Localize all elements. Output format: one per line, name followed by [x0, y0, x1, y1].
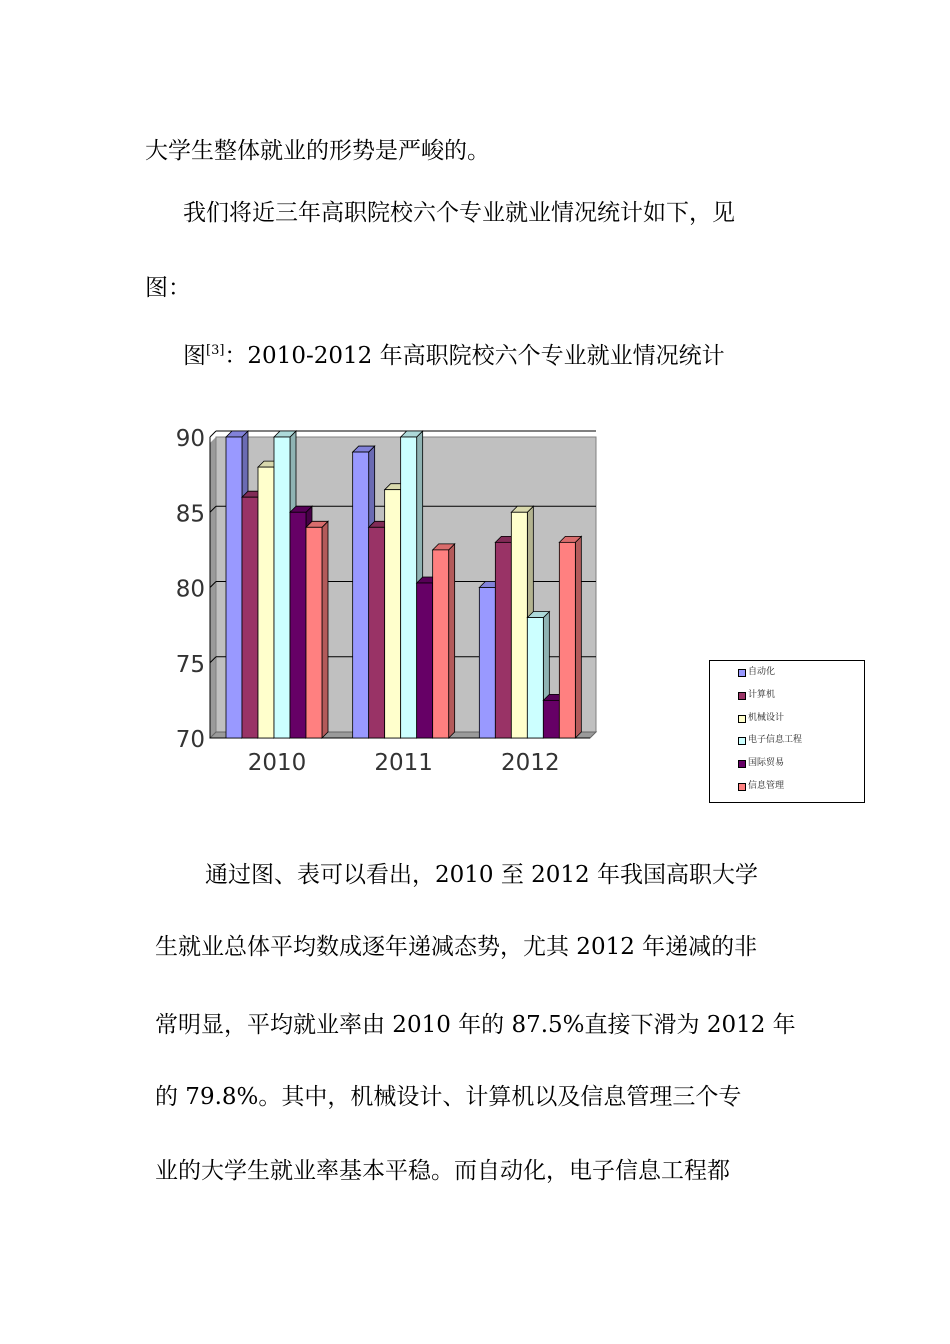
bar	[353, 452, 369, 738]
y-tick-label: 70	[175, 727, 205, 753]
legend-label: 国际贸易	[748, 758, 785, 769]
legend-label: 信息管理	[748, 781, 785, 791]
bar	[543, 700, 559, 738]
bar	[226, 437, 242, 738]
legend-swatch	[738, 783, 746, 791]
bar	[433, 550, 449, 738]
legend-item	[748, 688, 775, 702]
paragraph-line: 业的大学生就业率基本平稳。而自动化，电子信息工程都	[155, 1158, 730, 1184]
legend-item	[748, 711, 784, 725]
paragraph-line: 我们将近三年高职院校六个专业就业情况统计如下，见	[183, 200, 735, 226]
y-tick-label: 75	[175, 651, 205, 678]
legend-item	[748, 733, 802, 747]
bar	[306, 527, 322, 738]
bar	[290, 512, 306, 738]
chart-legend	[709, 660, 865, 803]
legend-label: 自动化	[748, 667, 776, 677]
gridline-side	[210, 431, 216, 437]
y-tick-label: 80	[175, 576, 205, 603]
bar	[242, 497, 258, 738]
legend-swatch	[738, 692, 746, 700]
paragraph-line: 的 79.8%。其中，机械设计、计算机以及信息管理三个专	[155, 1084, 742, 1110]
caption-prefix: 图	[183, 343, 206, 369]
bar	[527, 618, 543, 738]
bar	[401, 437, 417, 738]
bar-side	[322, 521, 328, 738]
bar	[369, 527, 385, 738]
bar	[385, 490, 401, 738]
x-tick-label: 2012	[501, 750, 560, 776]
paragraph-line: 大学生整体就业的形势是严峻的。	[145, 138, 490, 164]
plot-side-wall	[210, 437, 216, 738]
bar	[511, 512, 527, 738]
paragraph-line: 图：	[145, 275, 191, 301]
y-tick-label: 90	[175, 426, 205, 452]
paragraph-line: 常明显，平均就业率由 2010 年的 87.5%直接下滑为 2012 年	[155, 1012, 796, 1038]
legend-label: 电子信息工程	[748, 735, 803, 746]
paragraph-line: 通过图、表可以看出，2010 至 2012 年我国高职大学	[205, 862, 758, 888]
paragraph-line: 生就业总体平均数成逐年递减态势，尤其 2012 年递减的非	[155, 934, 758, 960]
y-tick-label: 85	[175, 501, 205, 528]
bar	[559, 542, 575, 738]
bar	[417, 583, 433, 738]
bar	[479, 588, 495, 739]
caption-text: ：2010-2012 年高职院校六个专业就业情况统计	[224, 343, 725, 369]
legend-swatch	[738, 669, 746, 677]
caption-reference: [3]	[206, 343, 225, 358]
bar-side	[449, 544, 455, 738]
legend-swatch	[738, 715, 746, 723]
bar-chart	[160, 420, 610, 790]
figure-caption	[183, 336, 725, 371]
x-tick-label: 2010	[247, 750, 307, 776]
legend-label: 机械设计	[748, 712, 785, 723]
bar	[258, 467, 274, 738]
bar	[495, 542, 511, 738]
legend-swatch	[738, 760, 746, 768]
x-tick-label: 2011	[374, 750, 433, 776]
legend-item	[748, 756, 784, 770]
legend-swatch	[738, 737, 746, 745]
legend-item	[748, 779, 784, 793]
legend-item	[748, 665, 775, 679]
legend-label: 计算机	[748, 689, 776, 700]
bar	[274, 437, 290, 738]
bar-side	[575, 536, 581, 738]
